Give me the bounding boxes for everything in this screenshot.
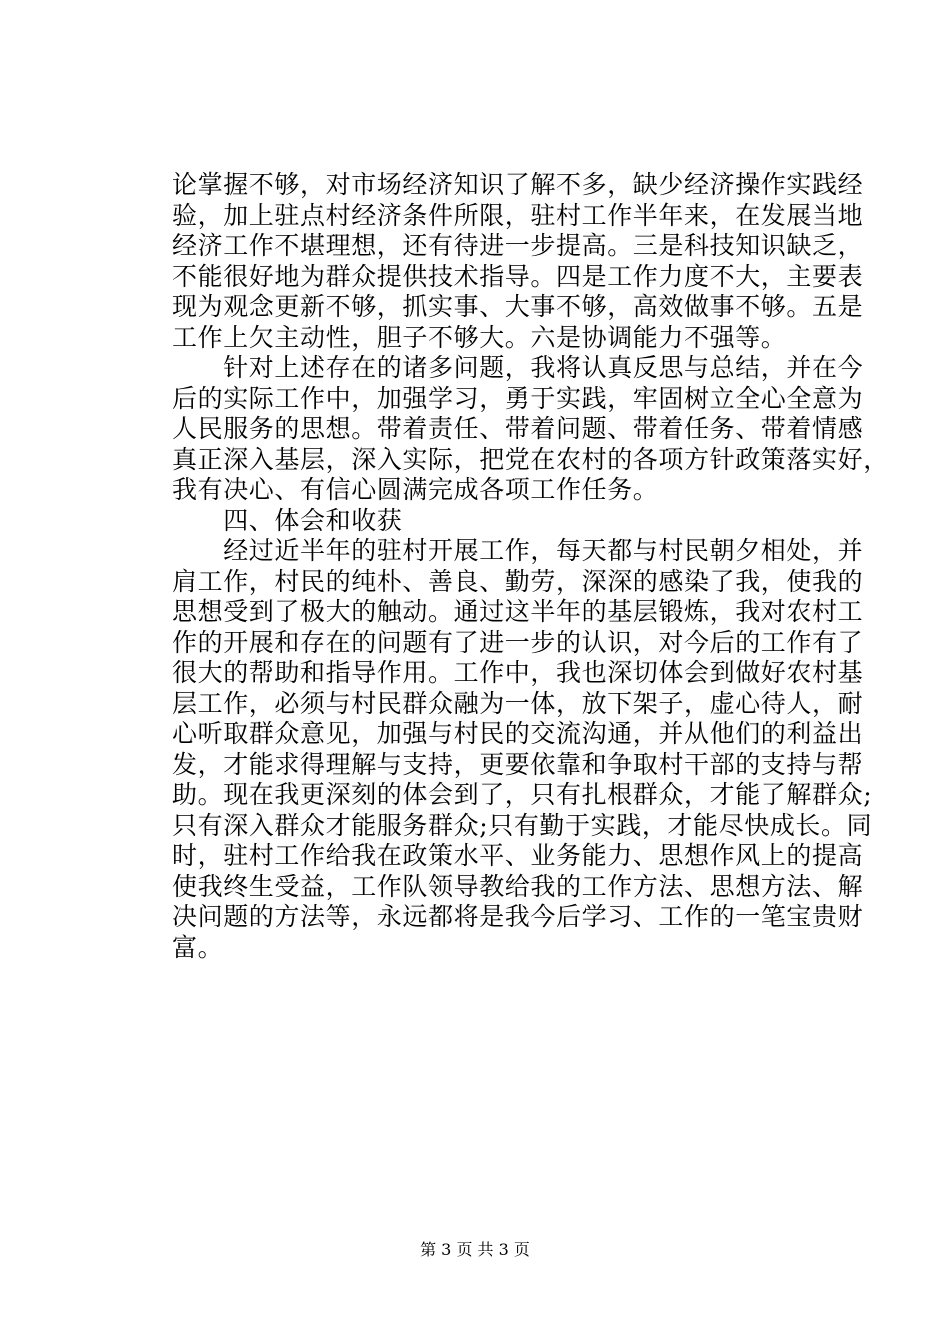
text-line: 工作上欠主动性，胆子不够大。六是协调能力不强等。 <box>172 322 787 352</box>
text-line: 发，才能求得理解与支持，更要依靠和争取村干部的支持与帮 <box>172 749 864 779</box>
text-line: 使我终生受益，工作队领导教给我的工作方法、思想方法、解 <box>172 871 864 901</box>
text-line: 思想受到了极大的触动。通过这半年的基层锻炼，我对农村工 <box>172 597 864 626</box>
text-line: 富。 <box>172 932 224 962</box>
text-line: 很大的帮助和指导作用。工作中，我也深切体会到做好农村基 <box>172 658 864 687</box>
document-body <box>172 170 889 963</box>
section-heading: 四、体会和收获 <box>172 505 403 535</box>
text-line: 经济工作不堪理想，还有待进一步提高。三是科技知识缺乏， <box>172 231 864 260</box>
text-line: 验，加上驻点村经济条件所限，驻村工作半年来，在发展当地 <box>172 200 864 230</box>
text-line: 不能很好地为群众提供技术指导。四是工作力度不大，主要表 <box>172 261 864 291</box>
text-line: 肩工作，村民的纯朴、善良、勤劳，深深的感染了我，使我的 <box>172 566 864 596</box>
page-number-footer: 第 3 页 共 3 页 <box>420 1240 530 1259</box>
text-line: 时，驻村工作给我在政策水平、业务能力、思想作风上的提高 <box>172 841 864 870</box>
text-line: 决问题的方法等，永远都将是我今后学习、工作的一笔宝贵财 <box>172 902 864 931</box>
text-line: 论掌握不够，对市场经济知识了解不多，缺少经济操作实践经 <box>172 170 864 199</box>
text-line: 只有深入群众才能服务群众;只有勤于实践，才能尽快成长。同 <box>172 810 873 840</box>
text-line: 针对上述存在的诸多问题，我将认真反思与总结，并在今 <box>172 353 864 382</box>
text-line: 心听取群众意见，加强与村民的交流沟通，并从他们的利益出 <box>172 719 864 748</box>
text-line: 经过近半年的驻村开展工作，每天都与村民朝夕相处，并 <box>172 536 864 565</box>
text-line: 我有决心、有信心圆满完成各项工作任务。 <box>172 475 659 504</box>
text-line: 人民服务的思想。带着责任、带着问题、带着任务、带着情感 <box>172 414 864 443</box>
text-line: 后的实际工作中，加强学习，勇于实践，牢固树立全心全意为 <box>172 383 864 413</box>
text-line: 作的开展和存在的问题有了进一步的认识，对今后的工作有了 <box>172 627 864 657</box>
text-line: 层工作，必须与村民群众融为一体，放下架子，虚心待人，耐 <box>172 688 864 718</box>
text-line: 助。现在我更深刻的体会到了，只有扎根群众，才能了解群众; <box>172 780 873 809</box>
text-line: 真正深入基层，深入实际，把党在农村的各项方针政策落实好， <box>172 444 889 474</box>
text-line: 现为观念更新不够，抓实事、大事不够，高效做事不够。五是 <box>172 292 864 321</box>
